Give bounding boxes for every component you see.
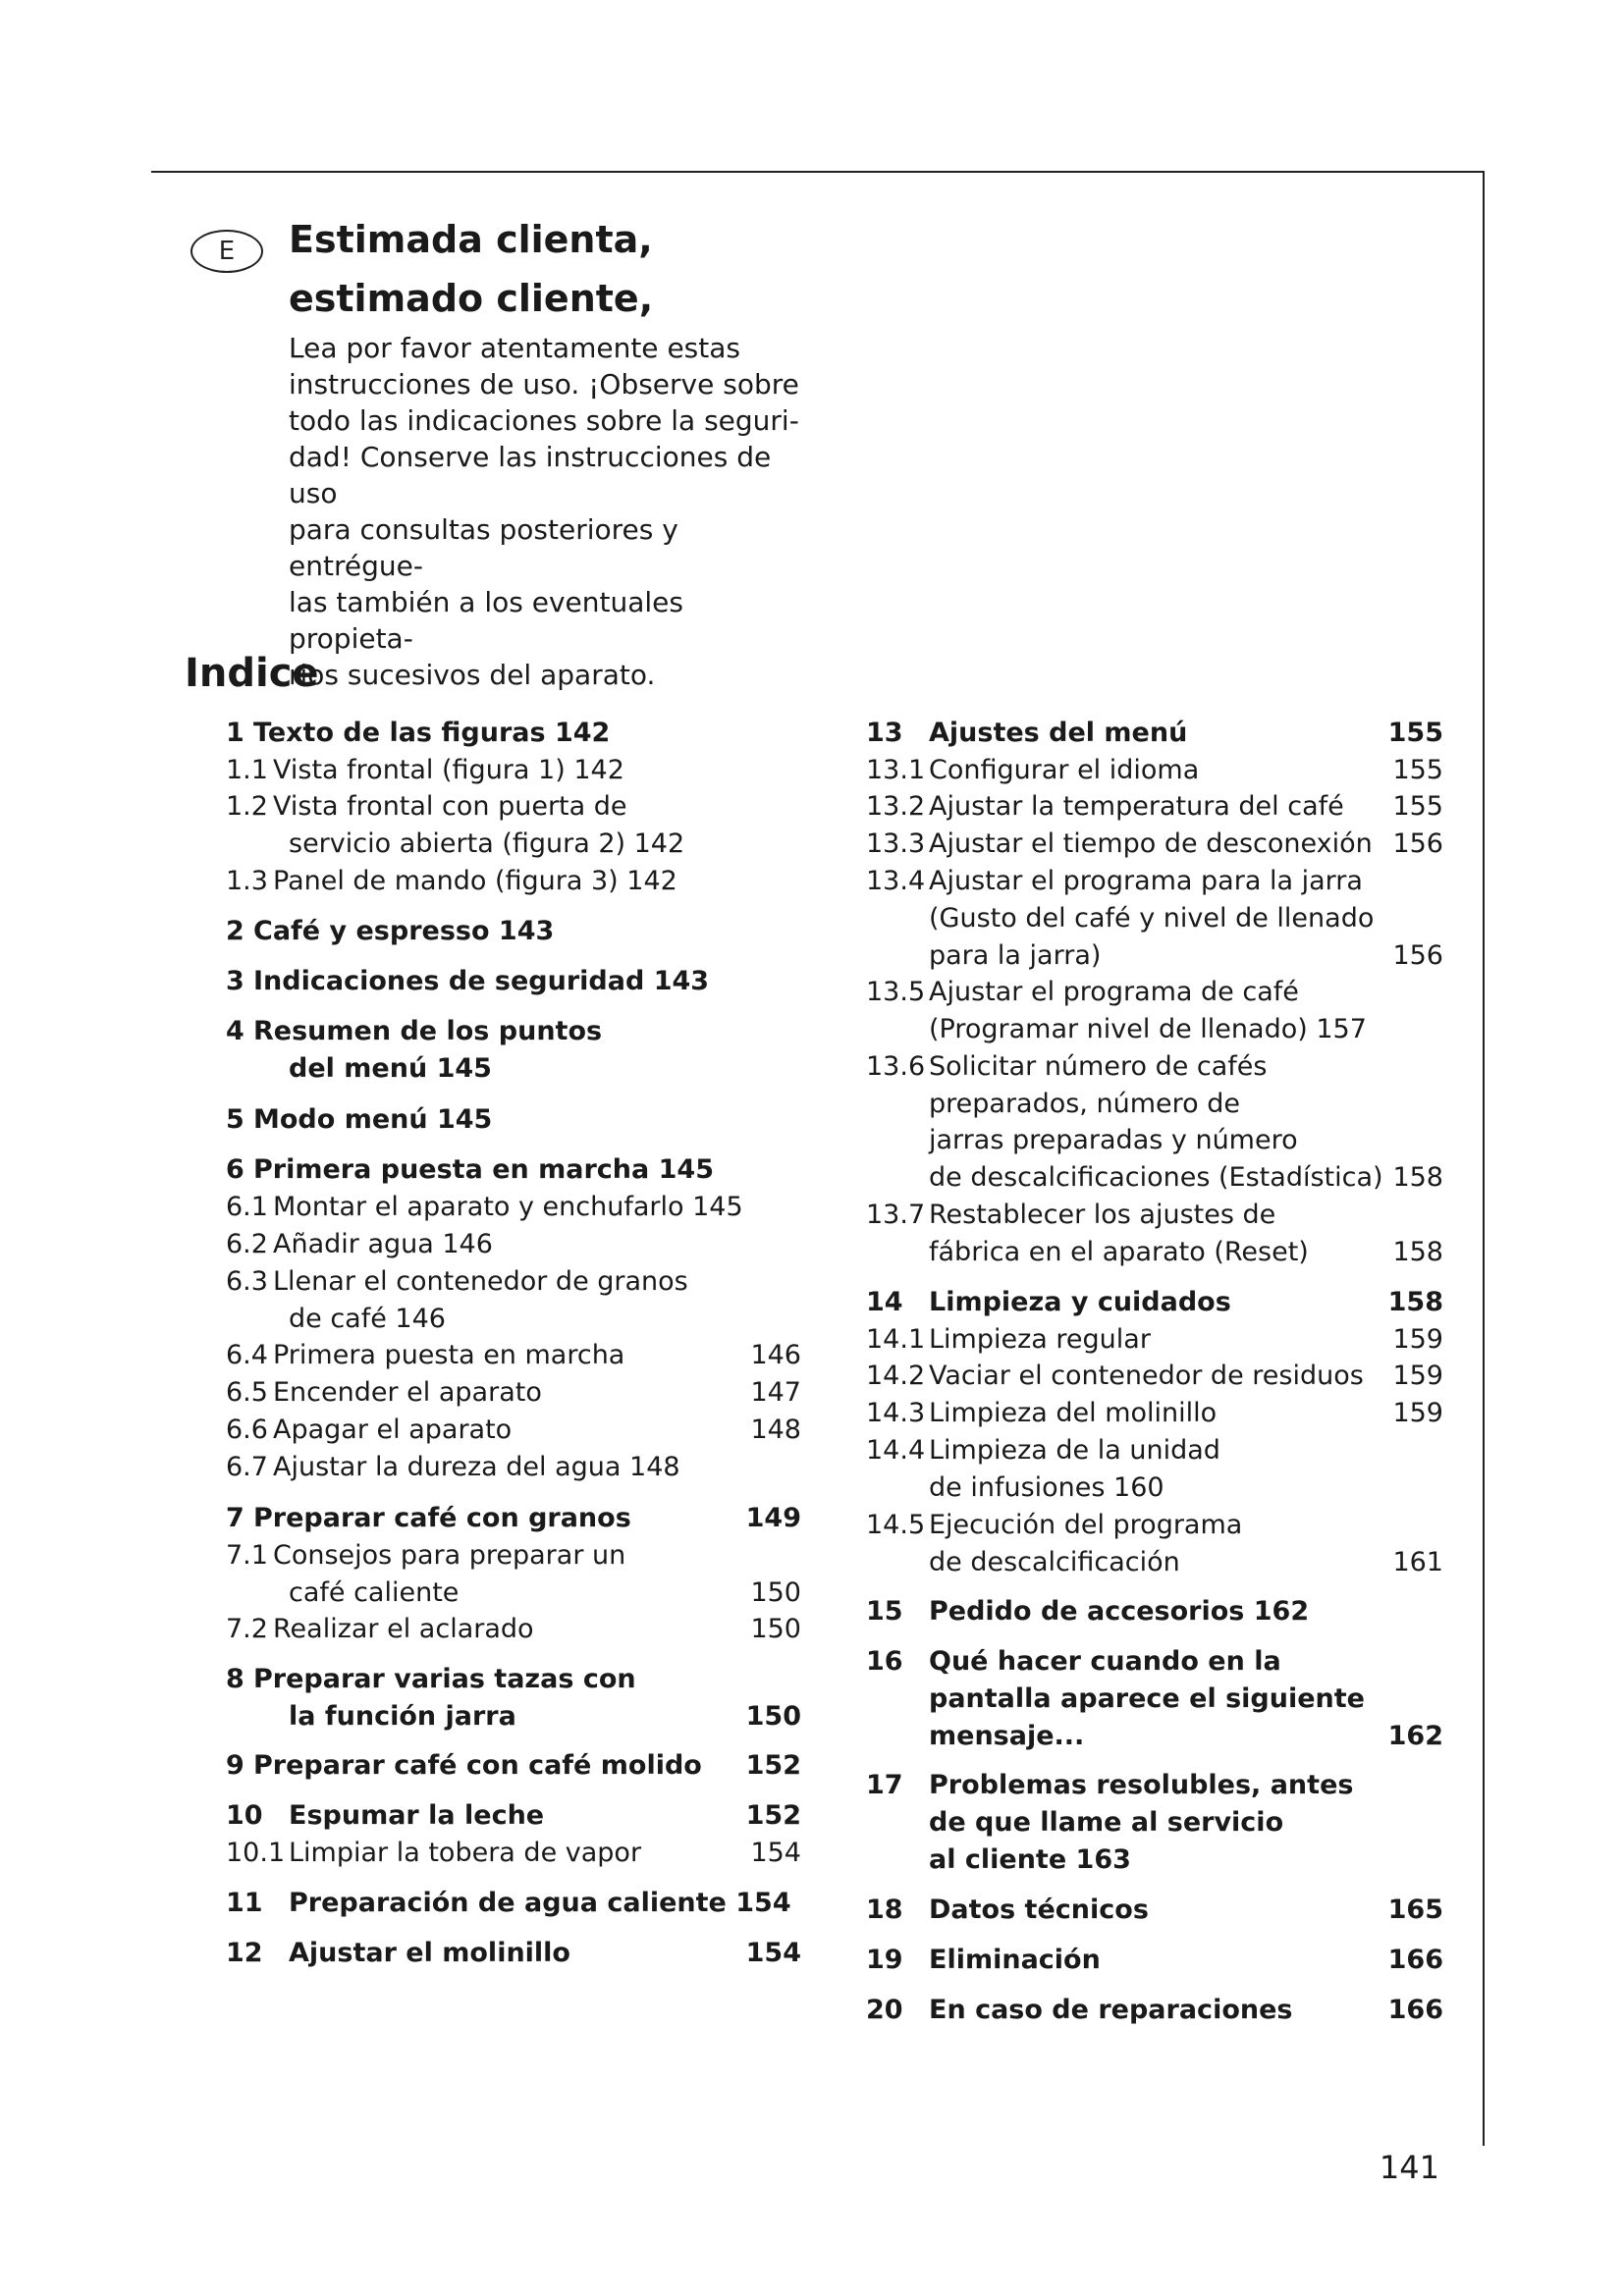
toc-entry-page — [742, 826, 801, 863]
toc-entry — [866, 1507, 1443, 1544]
toc-entry-text: Primera puesta en marcha 145 — [253, 1154, 715, 1185]
toc-entry-page — [791, 1885, 850, 1922]
toc-entry — [226, 1101, 801, 1139]
toc-entry-page — [742, 1226, 801, 1263]
toc-entry-page: 150 — [745, 1701, 801, 1732]
toc-entry-text: Preparar café con granos — [253, 1503, 631, 1533]
toc-entry-number: 6.6 — [226, 1415, 268, 1445]
toc-entry-text: de café 146 — [289, 1304, 446, 1334]
toc-entry — [866, 1593, 1443, 1630]
toc-entry-page: 154 — [750, 1838, 801, 1868]
language-badge: E — [190, 230, 263, 273]
toc-entry-text: Texto de las figuras 142 — [253, 718, 611, 748]
toc-entry-page — [1384, 863, 1443, 900]
toc-entry-page — [742, 1151, 801, 1189]
toc-entry-number — [866, 1842, 929, 1879]
toc-entry-number — [866, 1086, 929, 1123]
toc-entry-page — [1384, 1122, 1443, 1159]
toc-entry — [866, 1544, 1443, 1581]
toc-entry-text: Café y espresso 143 — [253, 916, 555, 946]
toc-entry-number: 3 — [226, 966, 244, 996]
toc-entry-page — [1384, 1048, 1443, 1086]
toc-entry-number: 6.2 — [226, 1229, 268, 1259]
toc-entry — [866, 788, 1443, 826]
toc-entry-number: 14 — [866, 1287, 903, 1317]
toc-entry-text: Vista frontal (figura 1) 142 — [273, 755, 624, 785]
toc-entry-text: Solicitar número de cafés — [929, 1051, 1268, 1082]
toc-entry-number — [866, 1234, 929, 1271]
toc-entry — [226, 1500, 801, 1537]
toc-entry-number: 6.4 — [226, 1340, 268, 1370]
toc-entry — [226, 1575, 801, 1612]
toc-entry-number: 7.2 — [226, 1614, 268, 1644]
toc-entry-text: Vista frontal con puerta de — [273, 791, 627, 822]
toc-entry-page: 148 — [750, 1415, 801, 1445]
toc-entry-page: 158 — [1387, 1287, 1443, 1317]
toc-entry-number: 6.3 — [226, 1266, 268, 1297]
toc-entry-text: Qué hacer cuando en la — [929, 1646, 1281, 1677]
index-title: Indice — [185, 651, 319, 696]
toc-entry — [226, 1189, 801, 1226]
toc-entry-number — [866, 937, 929, 975]
toc-entry — [866, 1992, 1443, 2029]
toc-entry — [226, 1747, 801, 1785]
toc-entry-page: 158 — [1392, 1237, 1443, 1267]
intro-line: rios sucesivos del aparato. — [289, 659, 656, 691]
intro-line: instrucciones de uso. ¡Observe sobre — [289, 368, 799, 400]
toc-entry-page: 155 — [1392, 791, 1443, 822]
toc-entry-text: Ajustar el programa de café — [929, 977, 1299, 1007]
toc-entry-text: Añadir agua 146 — [273, 1229, 493, 1259]
toc-entry-page: 156 — [1392, 828, 1443, 859]
toc-entry-number: 15 — [866, 1596, 903, 1627]
toc-entry — [866, 1643, 1443, 1681]
toc-entry — [866, 1718, 1443, 1755]
toc-entry-text: Configurar el idioma — [929, 755, 1200, 785]
toc-entry-text: Preparar café con café molido — [253, 1750, 702, 1781]
toc-entry-number — [226, 1301, 289, 1338]
toc-entry-text: servicio abierta (figura 2) 142 — [289, 828, 685, 859]
toc-entry — [226, 788, 801, 826]
toc-entry — [226, 1412, 801, 1449]
toc-entry-page — [1384, 1767, 1443, 1804]
toc-entry-text: Datos técnicos — [929, 1895, 1149, 1925]
toc-entry-number: 9 — [226, 1750, 244, 1781]
toc-entry — [866, 1804, 1443, 1842]
toc-entry — [866, 715, 1443, 752]
toc-entry-number: 1 — [226, 718, 244, 748]
intro-line: todo las indicaciones sobre la seguri- — [289, 404, 799, 437]
toc-entry-text: la función jarra — [289, 1701, 516, 1732]
toc-entry — [226, 1337, 801, 1374]
toc-entry — [866, 1321, 1443, 1359]
toc-entry-number: 7.1 — [226, 1540, 268, 1571]
toc-entry — [226, 963, 801, 1000]
greeting-title-line: estimado cliente, — [289, 277, 654, 320]
toc-entry-text: Ajustar la temperatura del café — [929, 791, 1344, 822]
toc-entry-page — [742, 1263, 801, 1301]
toc-entry-text: mensaje... — [929, 1721, 1085, 1751]
toc-entry-page: 150 — [750, 1577, 801, 1608]
toc-entry-page — [742, 1301, 801, 1338]
toc-entry-number: 13.7 — [866, 1200, 926, 1230]
toc-entry — [866, 1842, 1443, 1879]
toc-entry-number: 12 — [226, 1938, 263, 1968]
toc-entry-page — [1384, 1681, 1443, 1718]
toc-entry-page: 166 — [1387, 1945, 1443, 1975]
toc-entry-text: Encender el aparato — [273, 1377, 542, 1408]
toc-entry-page: 149 — [745, 1503, 801, 1533]
toc-entry-number: 13.4 — [866, 866, 926, 896]
toc-entry-page: 159 — [1392, 1361, 1443, 1391]
intro-line: las también a los eventuales propieta- — [289, 586, 683, 655]
toc-entry-page — [1384, 1197, 1443, 1234]
top-rule — [151, 171, 1485, 173]
toc-entry-text: fábrica en el aparato (Reset) — [929, 1237, 1309, 1267]
toc-entry — [866, 1197, 1443, 1234]
toc-entry-page: 166 — [1387, 1995, 1443, 2025]
toc-entry-page — [1384, 1507, 1443, 1544]
toc-entry-text: Primera puesta en marcha — [273, 1340, 625, 1370]
toc-entry-number: 14.3 — [866, 1398, 926, 1428]
toc-entry-number: 10 — [226, 1800, 263, 1831]
toc-entry-number: 19 — [866, 1945, 903, 1975]
toc-entry-text: Limpieza regular — [929, 1324, 1151, 1355]
toc-entry-number — [866, 900, 929, 937]
toc-entry — [226, 1835, 801, 1872]
toc-entry-text: (Programar nivel de llenado) 157 — [929, 1014, 1367, 1044]
toc-entry — [226, 1449, 801, 1486]
toc-entry-text: Ajustar el programa para la jarra — [929, 866, 1363, 896]
toc-entry-page: 152 — [745, 1750, 801, 1781]
toc-entry-page — [1384, 1086, 1443, 1123]
toc-entry-page — [1384, 900, 1443, 937]
toc-entry — [866, 1395, 1443, 1432]
toc-entry — [226, 1050, 801, 1088]
toc-entry-number: 13.1 — [866, 755, 926, 785]
toc-entry-text: Ajustar el tiempo de desconexión — [929, 828, 1373, 859]
toc-entry-number — [866, 1469, 929, 1507]
toc-entry-text: Montar el aparato y enchufarlo 145 — [273, 1192, 743, 1222]
toc-entry — [866, 1159, 1443, 1197]
toc-entry — [226, 1537, 801, 1575]
toc-entry-text: de infusiones 160 — [929, 1472, 1164, 1503]
toc-entry-page: 147 — [750, 1377, 801, 1408]
toc-entry-text: preparados, número de — [929, 1089, 1240, 1119]
toc-entry-page: 165 — [1387, 1895, 1443, 1925]
toc-entry-page — [1384, 1643, 1443, 1681]
toc-entry-text: Pedido de accesorios 162 — [929, 1596, 1310, 1627]
toc-entry-number: 16 — [866, 1646, 903, 1677]
toc-entry — [866, 1284, 1443, 1321]
toc-entry-number: 10.1 — [226, 1838, 286, 1868]
toc-entry — [226, 1661, 801, 1698]
toc-entry-text: Resumen de los puntos — [253, 1016, 603, 1046]
toc-entry-text: Eliminación — [929, 1945, 1101, 1975]
greeting-title — [289, 210, 653, 328]
toc-entry — [226, 1885, 801, 1922]
toc-entry — [866, 1358, 1443, 1395]
toc-entry-page: 155 — [1387, 718, 1443, 748]
toc-entry-number: 13.6 — [866, 1051, 926, 1082]
toc-entry-number — [866, 1011, 929, 1048]
toc-entry-number: 4 — [226, 1016, 244, 1046]
toc-entry — [866, 1122, 1443, 1159]
toc-entry-text: Preparar varias tazas con — [253, 1664, 636, 1694]
toc-entry-text: Vaciar el contenedor de residuos — [929, 1361, 1364, 1391]
toc-entry — [866, 863, 1443, 900]
toc-entry — [866, 900, 1443, 937]
toc-entry-text: Modo menú 145 — [253, 1104, 493, 1135]
toc-entry-text: al cliente 163 — [929, 1844, 1131, 1875]
toc-entry — [866, 1767, 1443, 1804]
toc-entry-number: 13.5 — [866, 977, 926, 1007]
toc-entry-number — [226, 1050, 289, 1088]
toc-entry-number — [226, 826, 289, 863]
toc-entry-page — [742, 1050, 801, 1088]
toc-entry — [226, 1935, 801, 1972]
toc-entry-text: de descalcificación — [929, 1547, 1180, 1577]
toc-entry — [226, 1013, 801, 1050]
page-number: 141 — [1379, 2149, 1439, 2186]
toc-entry-text: Restablecer los ajustes de — [929, 1200, 1276, 1230]
toc-entry-text: de descalcificaciones (Estadística) — [929, 1162, 1383, 1193]
intro-paragraph — [289, 330, 799, 693]
toc-entry — [226, 1301, 801, 1338]
toc-entry-page — [742, 1449, 801, 1486]
toc-entry-page — [742, 715, 801, 752]
toc-entry-page — [742, 1101, 801, 1139]
toc-entry-page — [1384, 1804, 1443, 1842]
toc-entry-page — [1384, 1469, 1443, 1507]
toc-entry-page — [742, 1537, 801, 1575]
toc-entry — [866, 1432, 1443, 1469]
toc-entry — [866, 974, 1443, 1011]
toc-entry-page — [1384, 1432, 1443, 1469]
toc-entry-number — [866, 1544, 929, 1581]
toc-entry — [866, 1469, 1443, 1507]
toc-entry-text: Espumar la leche — [289, 1800, 545, 1831]
toc-entry-page — [742, 752, 801, 789]
toc-entry-text: En caso de reparaciones — [929, 1995, 1293, 2025]
toc-entry-page — [1384, 1842, 1443, 1879]
toc-entry — [866, 1234, 1443, 1271]
toc-entry-page: 146 — [750, 1340, 801, 1370]
toc-entry-number: 13.3 — [866, 828, 926, 859]
toc-entry-number: 13 — [866, 718, 903, 748]
toc-entry-text: Panel de mando (figura 3) 142 — [273, 866, 677, 896]
toc-entry — [866, 1048, 1443, 1086]
toc-entry-number: 2 — [226, 916, 244, 946]
toc-entry-text: Limpieza del molinillo — [929, 1398, 1218, 1428]
toc-entry-number: 20 — [866, 1995, 903, 2025]
toc-entry-number: 8 — [226, 1664, 244, 1694]
toc-entry — [226, 1797, 801, 1835]
toc-entry-number: 14.2 — [866, 1361, 926, 1391]
toc-entry-page — [743, 1189, 802, 1226]
toc-entry-text: Ajustar la dureza del agua 148 — [273, 1452, 680, 1482]
toc-entry-text: Ejecución del programa — [929, 1510, 1243, 1540]
toc-entry-number: 6.5 — [226, 1377, 268, 1408]
toc-entry-text: Apagar el aparato — [273, 1415, 513, 1445]
toc-entry — [226, 1151, 801, 1189]
toc-entry-text: (Gusto del café y nivel de llenado — [929, 903, 1375, 934]
toc-entry-number: 18 — [866, 1895, 903, 1925]
toc-entry-page: 162 — [1387, 1721, 1443, 1751]
toc-entry-page — [1384, 974, 1443, 1011]
toc-entry-text: Indicaciones de seguridad 143 — [253, 966, 710, 996]
toc-entry-number: 17 — [866, 1770, 903, 1800]
toc-entry-number: 1.3 — [226, 866, 268, 896]
toc-entry-number: 1.1 — [226, 755, 268, 785]
toc-entry-number: 6.7 — [226, 1452, 268, 1482]
toc-entry-text: para la jarra) — [929, 940, 1102, 971]
toc-entry-number — [866, 1804, 929, 1842]
toc-entry-number: 6.1 — [226, 1192, 268, 1222]
toc-entry — [226, 1226, 801, 1263]
toc-entry-text: jarras preparadas y número — [929, 1125, 1298, 1155]
toc-entry-page — [1384, 1593, 1443, 1630]
toc-entry — [226, 1374, 801, 1412]
toc-entry-number: 13.2 — [866, 791, 926, 822]
toc-entry — [226, 1263, 801, 1301]
toc-entry-number: 14.5 — [866, 1510, 926, 1540]
toc-entry-number: 14.4 — [866, 1435, 926, 1466]
toc-entry-number: 11 — [226, 1888, 263, 1918]
toc-entry — [866, 1011, 1443, 1048]
toc-entry — [226, 826, 801, 863]
toc-entry-text: Limpieza de la unidad — [929, 1435, 1220, 1466]
toc-entry-page: 161 — [1392, 1547, 1443, 1577]
toc-entry — [866, 752, 1443, 789]
toc-entry-text: café caliente — [289, 1577, 460, 1608]
toc-entry-page: 159 — [1392, 1324, 1443, 1355]
toc-entry — [226, 1698, 801, 1735]
toc-entry-number: 5 — [226, 1104, 244, 1135]
toc-entry-text: de que llame al servicio — [929, 1807, 1284, 1838]
toc-entry-number — [866, 1681, 929, 1718]
intro-line: para consultas posteriores y entrégue- — [289, 513, 678, 582]
toc-entry-text: Llenar el contenedor de granos — [273, 1266, 688, 1297]
toc-entry-number: 7 — [226, 1503, 244, 1533]
toc-entry-number: 6 — [226, 1154, 244, 1185]
toc-entry — [866, 1942, 1443, 1979]
toc-entry-page: 155 — [1392, 755, 1443, 785]
toc-entry-page — [1384, 1011, 1443, 1048]
toc-entry — [866, 1681, 1443, 1718]
toc-entry — [866, 1892, 1443, 1929]
toc-entry-text: pantalla aparece el siguiente — [929, 1683, 1365, 1714]
toc-entry-number — [866, 1122, 929, 1159]
toc-entry-text: Limpiar la tobera de vapor — [289, 1838, 642, 1868]
toc-entry-number — [866, 1159, 929, 1197]
toc-entry — [866, 937, 1443, 975]
toc-entry-number — [226, 1698, 289, 1735]
toc-entry-page — [742, 863, 801, 900]
toc-entry-page — [742, 1013, 801, 1050]
toc-entry — [866, 1086, 1443, 1123]
toc-entry — [226, 715, 801, 752]
toc-entry-page — [742, 913, 801, 950]
toc-entry-text: Problemas resolubles, antes — [929, 1770, 1354, 1800]
toc-entry-text: Consejos para preparar un — [273, 1540, 626, 1571]
toc-entry-page — [742, 963, 801, 1000]
intro-line: Lea por favor atentamente estas — [289, 332, 740, 364]
toc-entry-text: Ajustar el molinillo — [289, 1938, 570, 1968]
toc-entry-number: 14.1 — [866, 1324, 926, 1355]
toc-entry — [226, 752, 801, 789]
toc-entry-page: 154 — [745, 1938, 801, 1968]
toc-entry — [866, 826, 1443, 863]
toc-entry-number: 1.2 — [226, 791, 268, 822]
toc-entry — [226, 1611, 801, 1648]
intro-line: dad! Conserve las instrucciones de uso — [289, 441, 772, 509]
toc-entry-text: del menú 145 — [289, 1053, 492, 1084]
right-rule — [1483, 171, 1485, 2146]
toc-entry-page: 152 — [745, 1800, 801, 1831]
toc-entry-text: Realizar el aclarado — [273, 1614, 534, 1644]
toc-entry-page: 150 — [750, 1614, 801, 1644]
toc-entry — [226, 913, 801, 950]
toc-entry-number — [866, 1718, 929, 1755]
greeting-title-line: Estimada clienta, — [289, 218, 653, 261]
toc-entry-page: 156 — [1392, 940, 1443, 971]
toc-entry-text: Limpieza y cuidados — [929, 1287, 1231, 1317]
toc-entry-number — [226, 1575, 289, 1612]
toc-entry-page: 158 — [1392, 1162, 1443, 1193]
toc-entry-text: Ajustes del menú — [929, 718, 1188, 748]
toc-entry-text: Preparación de agua caliente 154 — [289, 1888, 791, 1918]
toc-entry-page — [742, 1661, 801, 1698]
toc-entry-page: 159 — [1392, 1398, 1443, 1428]
toc-entry — [226, 863, 801, 900]
toc-entry-page — [742, 788, 801, 826]
